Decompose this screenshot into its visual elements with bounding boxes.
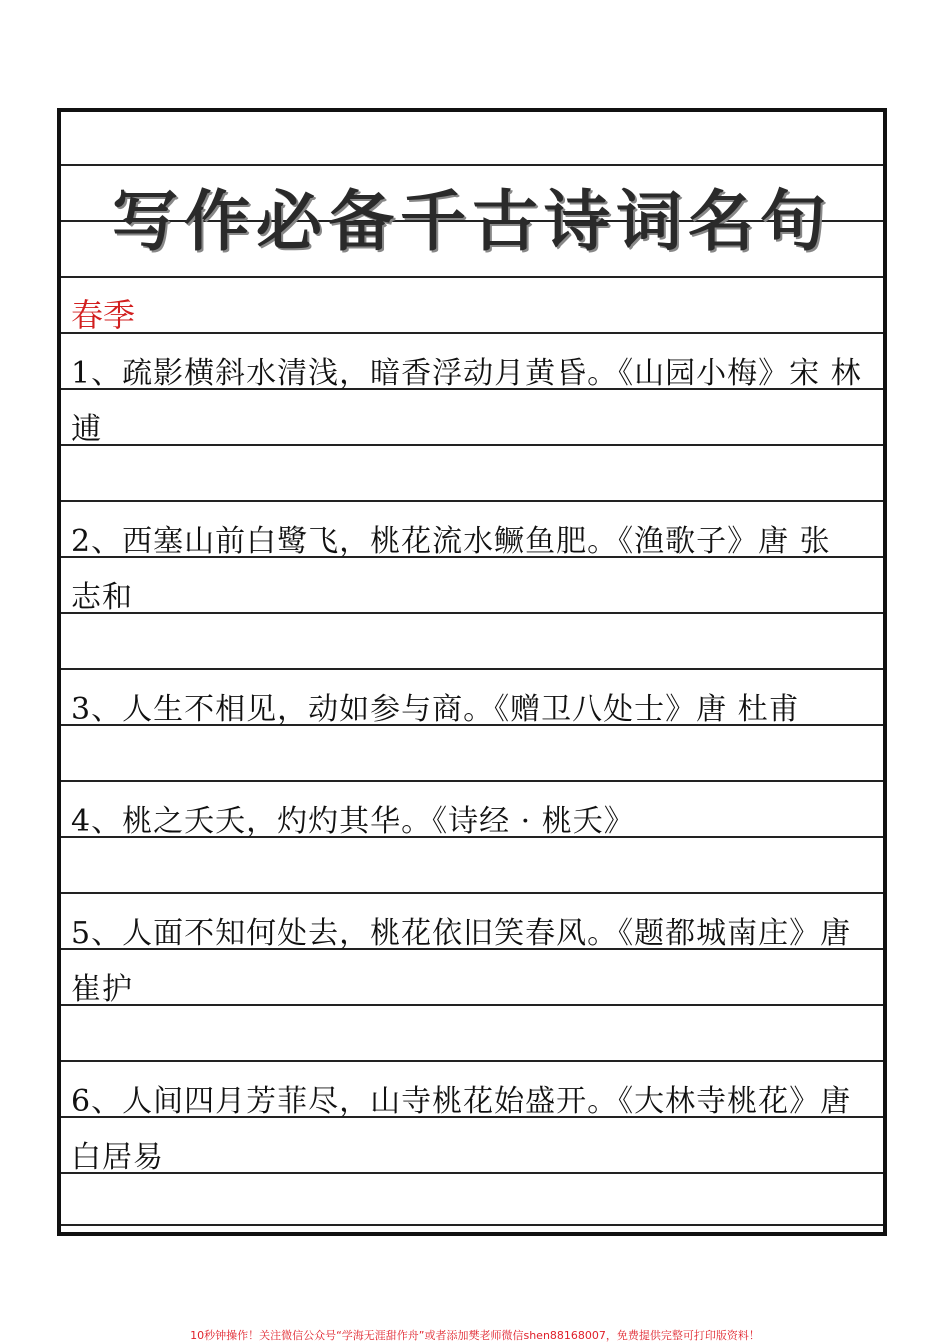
worksheet-frame [57, 108, 887, 1236]
ruled-line [61, 332, 883, 334]
ruled-line [61, 500, 883, 502]
ruled-line [61, 276, 883, 278]
ruled-line [61, 892, 883, 894]
poem-line: 6、人间四月芳菲尽，山寺桃花始盛开。《大林寺桃花》唐 [71, 1084, 852, 1119]
page-title: 写作必备千古诗词名句 [112, 182, 832, 260]
ruled-line [61, 780, 883, 782]
ruled-line [61, 1224, 883, 1226]
ruled-line [61, 668, 883, 670]
poem-line: 5、人面不知何处去，桃花依旧笑春风。《题都城南庄》唐 [71, 916, 852, 951]
footer-note: 10秒钟操作！关注微信公众号“学海无涯甜作舟”或者添加樊老师微信shen88168007，免费提供完整可打印版资料！ [190, 1329, 760, 1342]
poem-line-continued: 逋 [71, 412, 102, 447]
poem-line-continued: 白居易 [71, 1140, 164, 1175]
poem-line-continued: 崔护 [71, 972, 133, 1007]
section-heading: 春季 [71, 296, 136, 334]
poem-line: 4、桃之夭夭，灼灼其华。《诗经 · 桃夭》 [71, 804, 635, 839]
poem-line: 2、西塞山前白鹭飞，桃花流水鳜鱼肥。《渔歌子》唐 张 [71, 524, 831, 559]
ruled-line [61, 1060, 883, 1062]
ruled-line [61, 164, 883, 166]
poem-line-continued: 志和 [71, 580, 133, 615]
poem-line: 3、人生不相见，动如参与商。《赠卫八处士》唐 杜甫 [71, 692, 800, 727]
poem-line: 1、疏影横斜水清浅，暗香浮动月黄昏。《山园小梅》宋 林 [71, 356, 862, 391]
